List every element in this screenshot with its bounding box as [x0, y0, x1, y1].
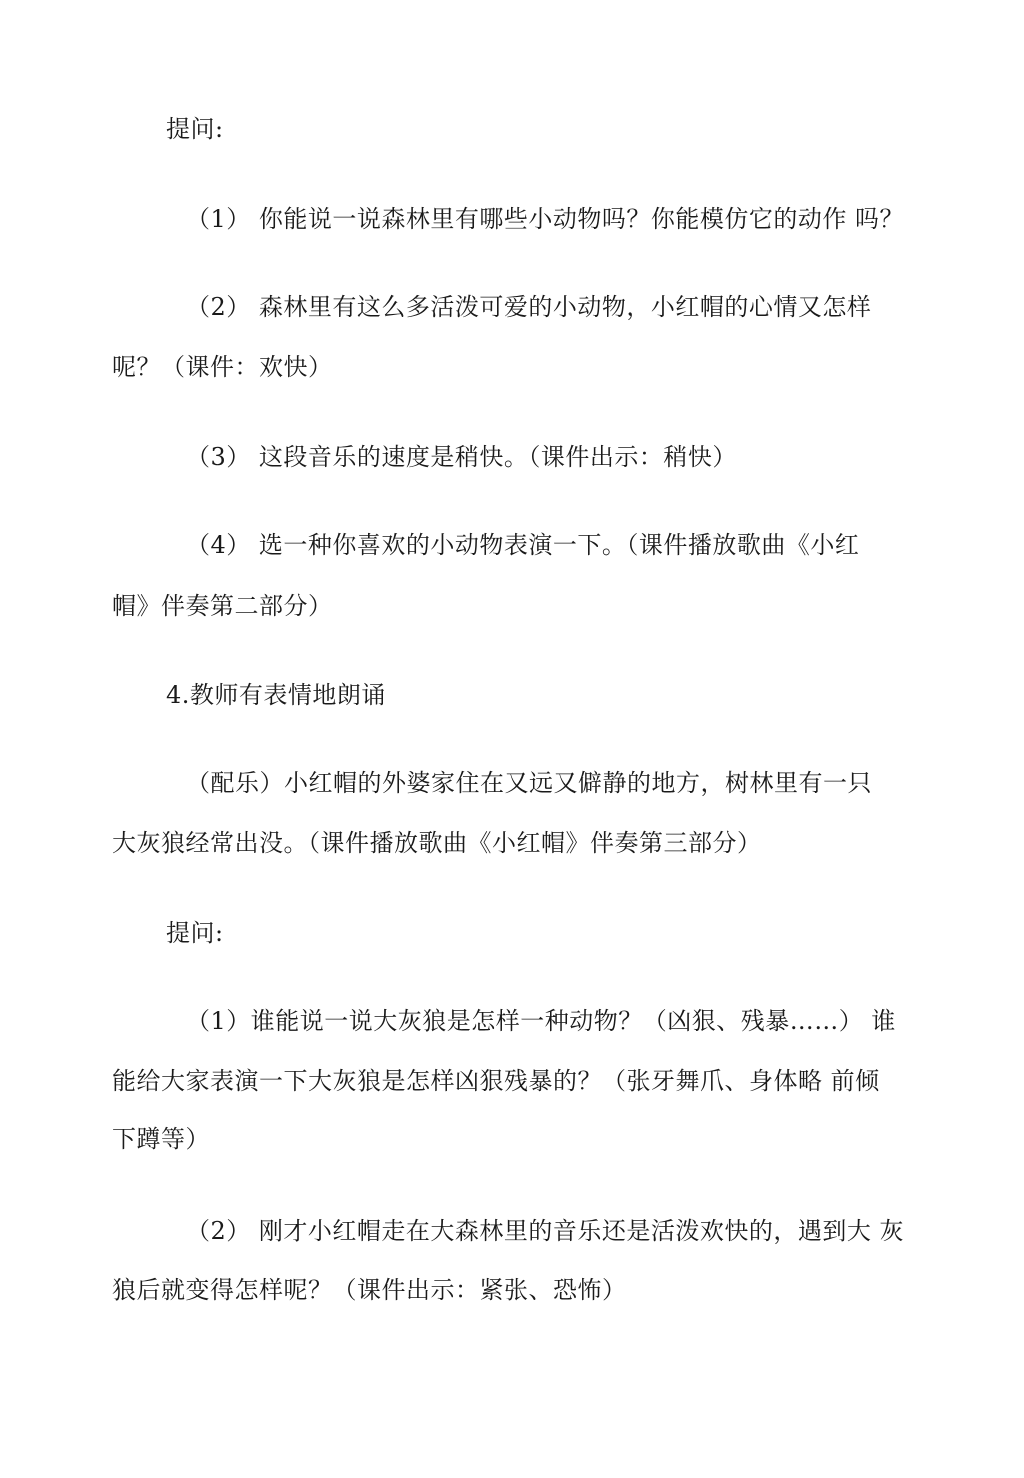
paragraph-wolf-q1-line-3: 下蹲等） — [112, 1125, 210, 1153]
paragraph-recitation-line-2: 大灰狼经常出没。（课件播放歌曲《小红帽》伴奏第三部分） — [112, 829, 762, 857]
paragraph-q2-line-2: 呢？（课件：欢快） — [112, 353, 333, 381]
paragraph-q4-line-1: （4） 选一种你喜欢的小动物表演一下。（课件播放歌曲《小红 — [186, 531, 860, 559]
paragraph-question-heading-1: 提问: — [166, 115, 224, 143]
paragraph-recitation-line-1: （配乐）小红帽的外婆家住在又远又僻静的地方，树林里有一只 — [186, 769, 872, 797]
paragraph-q2-line-1: （2） 森林里有这么多活泼可爱的小动物，小红帽的心情又怎样 — [186, 293, 872, 321]
paragraph-wolf-q2-line-2: 狼后就变得怎样呢？（课件出示：紧张、恐怖） — [112, 1276, 627, 1304]
paragraph-wolf-q1-line-1: （1）谁能说一说大灰狼是怎样一种动物？（凶狠、残暴……） 谁 — [186, 1007, 896, 1035]
paragraph-wolf-q2-line-1: （2） 刚才小红帽走在大森林里的音乐还是活泼欢快的，遇到大 灰 — [186, 1217, 905, 1245]
paragraph-q4-line-2: 帽》伴奏第二部分） — [112, 592, 333, 620]
paragraph-q1-line-1: （1） 你能说一说森林里有哪些小动物吗？你能模仿它的动作 吗？ — [186, 205, 905, 233]
paragraph-wolf-q1-line-2: 能给大家表演一下大灰狼是怎样凶狠残暴的？（张牙舞爪、身体略 前倾 — [112, 1067, 880, 1095]
paragraph-q3-line-1: （3） 这段音乐的速度是稍快。（课件出示：稍快） — [186, 443, 737, 471]
paragraph-question-heading-2: 提问: — [166, 919, 224, 947]
paragraph-section-4-heading: 4.教师有表情地朗诵 — [166, 681, 386, 709]
